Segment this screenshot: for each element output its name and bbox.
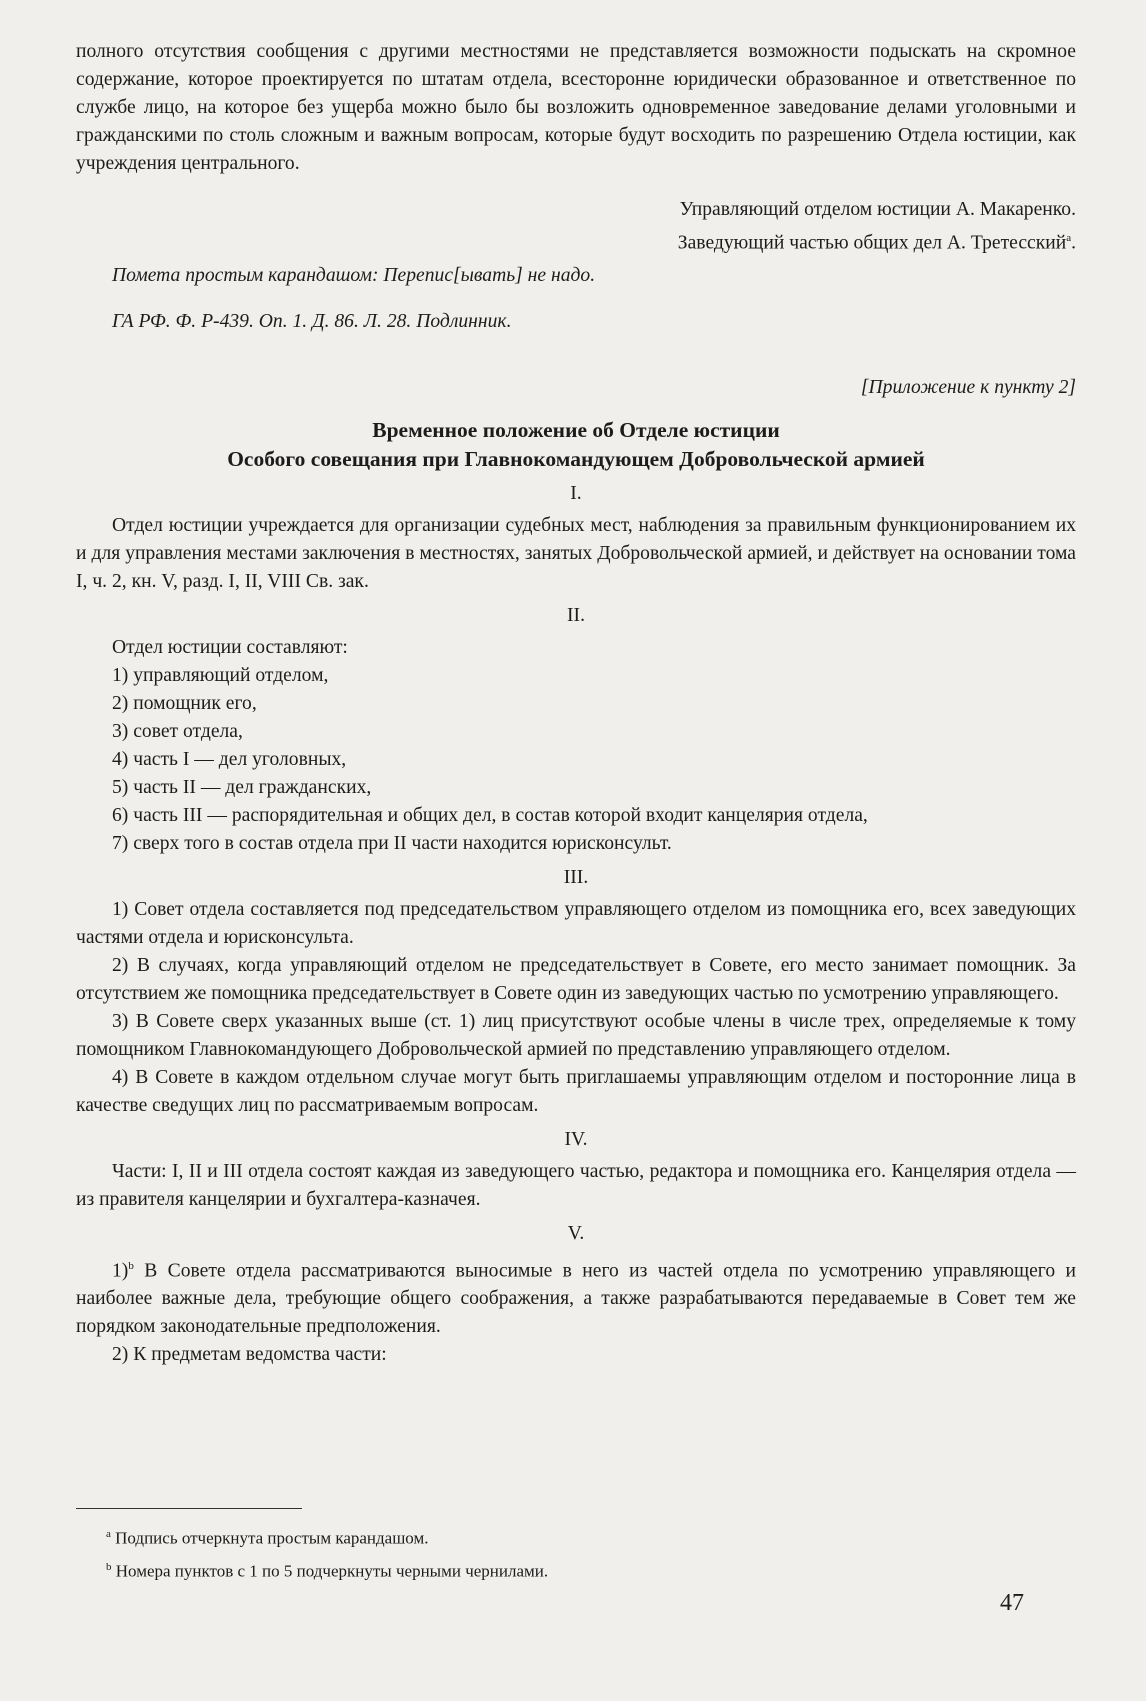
footnotes [106, 1520, 548, 1585]
list-item: 3) совет отдела, [112, 720, 243, 742]
pencil-note: Помета простым карандашом: Перепис[ывать] не надо. [112, 264, 596, 286]
footnote-a [106, 1520, 548, 1553]
document-title [76, 416, 1076, 474]
section-5-paragraph-1-text: В Совете отдела рассматриваются выносимые в него из частей отдела по усмотрению управляющего и наиболее важные дела, требующие общего соображения, а также разрабатываются передаваемые в Совет тем же порядком законодательные предположения. [76, 1260, 1076, 1338]
footnote-b-text: Номера пунктов с 1 по 5 подчеркнуты черными чернилами. [111, 1561, 549, 1581]
page-number: 47 [1000, 1590, 1024, 1616]
section-numeral-4: IV. [564, 1128, 588, 1150]
page-body [76, 38, 1076, 1369]
list-item: 1) управляющий отделом, [112, 664, 329, 686]
section-5-item-number: 1) [112, 1260, 129, 1282]
section-numeral-2: II. [567, 604, 585, 626]
footnote-divider [76, 1508, 302, 1509]
section-numeral-1: I. [570, 482, 582, 504]
section-5-paragraph-2: 2) К предметам ведомства части: [112, 1344, 387, 1366]
list-item: 6) часть III — распорядительная и общих дел, в состав которой входит канцелярия отдела, [112, 804, 868, 826]
signature-head-general: Заведующий частью общих дел А. Третесский$^а$. [677, 232, 1076, 254]
footnote-a-text: Подпись отчеркнута простым карандашом. [110, 1528, 429, 1548]
list-item: 2) помощник его, [112, 692, 257, 714]
section-numeral-5: V. [567, 1222, 585, 1244]
section-5-paragraph-1 [76, 1252, 1076, 1342]
section-3-paragraph-1: 1) Совет отдела составляется под председательством управляющего отделом из помощника его, всех заведующих частями отдела и юрисконсульта. [76, 898, 1076, 948]
appendix-label: [Приложение к пункту 2] [860, 376, 1076, 398]
archive-reference: ГА РФ. Ф. Р-439. Оп. 1. Д. 86. Л. 28. Подлинник. [112, 310, 512, 332]
footnote-mark-a: а [1066, 232, 1072, 244]
list-item: 5) часть II — дел гражданских, [112, 776, 372, 798]
section-numeral-3: III. [563, 866, 589, 888]
footnote-b-mark: b [106, 1560, 112, 1573]
signature-manager: Управляющий отделом юстиции А. Макаренко. [679, 199, 1076, 220]
signature-head-general-text: Заведующий частью общих дел А. Третесский [677, 232, 1067, 254]
title-line-1: Временное положение об Отделе юстиции [372, 417, 780, 442]
section-3-paragraph-4: 4) В Совете в каждом отдельном случае могут быть приглашаемы управляющим отделом и посторонние лица в качестве сведущих лиц по рассматриваемым вопросам. [76, 1066, 1076, 1116]
section-3-paragraph-3: 3) В Совете сверх указанных выше (ст. 1) лиц присутствуют особые члены в числе трех, определяемые к тому помощником Главнокомандующего Добровольческой армией по представлению управляющего отделом. [76, 1010, 1076, 1060]
footnote-mark-b: b [128, 1259, 134, 1272]
section-2-intro: Отдел юстиции составляют: [112, 636, 348, 658]
footnote-b [106, 1553, 548, 1586]
list-item: 4) часть I — дел уголовных, [112, 748, 347, 770]
list-item: 7) сверх того в состав отдела при II части находится юрисконсульт. [112, 832, 672, 854]
title-line-2: Особого совещания при Главнокомандующем Добровольческой армией [227, 446, 925, 471]
footnote-a-mark: а [106, 1528, 111, 1540]
section-1-text: Отдел юстиции учреждается для организации судебных мест, наблюдения за правильным функционированием их и для управления местами заключения в местностях, занятых Добровольческой армией, и действует на основании тома I, ч. 2, кн. V, разд. I, II, VIII Св. зак. [76, 514, 1076, 592]
intro-paragraph: полного отсутствия сообщения с другими местностями не представляется возможности подыскать на скромное содержание, которое проектируется по штатам отдела, всесторонне юридически образованное и ответственное по службе лицо, на которое без ущерба можно было бы возложить одновременное заведование делами уголовными и гражданскими по столь сложным и важным вопросам, которые будут восходить по разрешению Отдела юстиции, как учреждения центрального. [76, 41, 1076, 174]
section-4-text: Части: I, II и III отдела состоят каждая из заведующего частью, редактора и помощника его. Канцелярия отдела — из правителя канцелярии и бухгалтера-казначея. [76, 1160, 1076, 1210]
section-3-paragraph-2: 2) В случаях, когда управляющий отделом не председательствует в Совете, его место занимает помощник. За отсутствием же помощника председательствует в Совете один из заведующих частью по усмотрению управляющего. [76, 954, 1076, 1004]
